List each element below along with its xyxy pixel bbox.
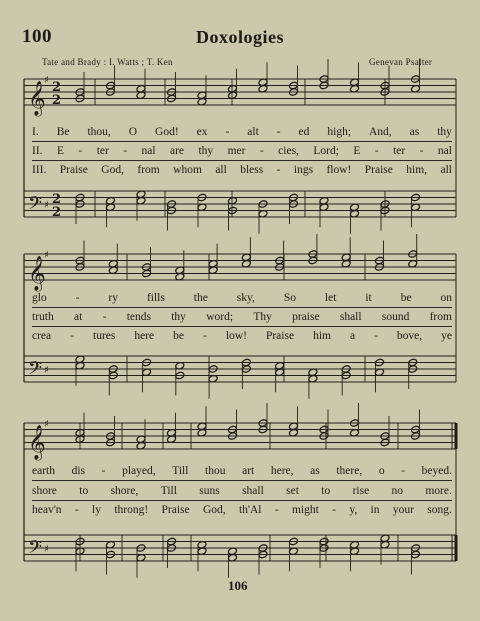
lyric-syllable: as	[409, 126, 420, 138]
lyric-syllable: II.	[32, 145, 43, 157]
time-signature: 2	[52, 80, 62, 95]
page-number: 106	[228, 578, 248, 593]
lyric-syllable: at	[74, 311, 83, 323]
verse-divider	[32, 326, 452, 327]
lyric-syllable: -	[225, 126, 230, 138]
lyric-syllable: thy	[198, 145, 214, 157]
lyric-line-verse-1	[32, 291, 452, 305]
time-signature: 2	[52, 93, 62, 108]
hymn-title: Doxologies	[196, 27, 284, 47]
lyric-syllable: your	[392, 504, 414, 516]
lyric-syllable: him,	[406, 164, 428, 176]
lyric-line-verse-2	[32, 310, 452, 324]
lyric-syllable: there,	[336, 465, 363, 477]
lyric-syllable: high;	[327, 126, 352, 138]
lyric-syllable: him	[313, 330, 331, 342]
lyric-line-verse-1	[32, 464, 452, 478]
lyric-line-verse-3	[32, 329, 452, 343]
lyric-syllable: here	[134, 330, 155, 342]
lyric-syllable: -	[374, 330, 378, 342]
lyric-syllable: nal	[141, 145, 156, 157]
lyric-syllable: shall	[242, 485, 264, 497]
lyric-syllable: E	[56, 145, 64, 157]
lyric-syllable: y,	[349, 504, 358, 516]
lyric-syllable: throng!	[114, 504, 149, 516]
sharp-icon: ♯	[44, 200, 49, 211]
verse-divider	[32, 480, 452, 481]
lyric-syllable: E	[353, 145, 361, 157]
lyric-syllable: -	[75, 292, 80, 304]
lyric-syllable: ry	[108, 292, 119, 304]
lyric-syllable: praise	[292, 311, 320, 323]
lyric-syllable: be	[173, 330, 185, 342]
verse-divider	[32, 160, 452, 161]
lyric-syllable: tures	[93, 330, 116, 342]
lyric-syllable: all	[215, 164, 227, 176]
lyric-syllable: it	[365, 292, 372, 304]
lyric-syllable: Till	[172, 465, 189, 477]
lyric-syllable: set	[286, 485, 299, 497]
verse-divider	[32, 141, 452, 142]
lyric-syllable: ings	[293, 164, 314, 176]
lyric-syllable: rise	[352, 485, 370, 497]
lyric-syllable: -	[401, 465, 406, 477]
lyric-syllable: -	[102, 311, 107, 323]
lyric-syllable: thy	[171, 311, 186, 323]
lyric-syllable: bless	[240, 164, 264, 176]
lyric-syllable: -	[374, 145, 379, 157]
lyric-syllable: nal	[437, 145, 452, 157]
lyric-syllable: So	[283, 292, 296, 304]
lyric-syllable: in	[370, 504, 380, 516]
lyric-syllable: all	[440, 164, 452, 176]
lyric-syllable: mer	[227, 145, 246, 157]
bass-clef-icon: 𝄢	[28, 537, 43, 563]
lyric-line-verse-2	[32, 484, 452, 498]
lyric-syllable: played,	[122, 465, 156, 477]
lyric-syllable: -	[419, 145, 424, 157]
lyric-syllable: God,	[101, 164, 124, 176]
lyric-syllable: sound	[381, 311, 410, 323]
lyric-syllable: III.	[32, 164, 47, 176]
lyric-syllable: ter	[393, 145, 406, 157]
sharp-icon: ♯	[44, 544, 49, 555]
lyric-line-verse-1	[32, 125, 452, 139]
lyric-syllable: glo	[32, 292, 47, 304]
lyric-syllable: a	[349, 330, 356, 342]
lyric-syllable: -	[274, 504, 279, 516]
lyric-syllable: on	[440, 292, 452, 304]
lyric-syllable: shore,	[110, 485, 139, 497]
lyric-syllable: bove,	[396, 330, 423, 342]
lyric-syllable: -	[276, 126, 281, 138]
lyric-syllable: song.	[427, 504, 452, 516]
lyric-syllable: to	[79, 485, 89, 497]
lyric-syllable: tends	[126, 311, 151, 323]
lyric-syllable: -	[203, 330, 207, 342]
lyric-syllable: Praise	[59, 164, 88, 176]
lyric-syllable: o	[378, 465, 385, 477]
lyric-syllable: to	[321, 485, 331, 497]
lyric-syllable: -	[276, 164, 281, 176]
treble-clef-icon: 𝄞	[28, 81, 46, 116]
lyric-line-verse-2	[32, 144, 452, 158]
author-credit: Tate and Brady : I. Watts ; T. Ken	[42, 57, 173, 67]
lyric-syllable: from	[137, 164, 160, 176]
lyric-syllable: -	[259, 145, 264, 157]
lyric-syllable: Praise	[364, 164, 393, 176]
lyric-syllable: Thy	[253, 311, 272, 323]
lyric-syllable: let	[324, 292, 337, 304]
lyric-syllable: earth	[32, 465, 55, 477]
lyric-syllable: -	[78, 145, 83, 157]
lyric-syllable: thy	[437, 126, 452, 138]
lyric-syllable: cies,	[278, 145, 299, 157]
treble-clef-icon: 𝄞	[28, 256, 46, 291]
lyric-syllable: heav'n	[32, 504, 62, 516]
lyric-syllable: th'Al	[238, 504, 262, 516]
lyric-syllable: might	[291, 504, 319, 516]
lyric-syllable: thou	[205, 465, 226, 477]
treble-clef-icon: 𝄞	[28, 425, 46, 460]
lyric-syllable: Be	[56, 126, 70, 138]
lyric-syllable: I.	[32, 126, 39, 138]
lyric-syllable: art	[242, 465, 255, 477]
lyric-syllable: -	[70, 330, 74, 342]
lyric-syllable: alt	[247, 126, 259, 138]
lyric-syllable: ly	[92, 504, 101, 516]
verse-divider	[32, 500, 452, 501]
lyric-syllable: Praise	[265, 330, 295, 342]
tune-credit: Genevan Psalter	[369, 57, 433, 67]
sharp-icon: ♯	[44, 75, 49, 86]
hymn-number: 100	[22, 26, 52, 47]
lyric-syllable: be	[400, 292, 412, 304]
lyric-syllable: shore	[32, 485, 57, 497]
lyric-syllable: as	[310, 465, 320, 477]
lyric-syllable: word;	[206, 311, 234, 323]
lyric-syllable: ter	[96, 145, 109, 157]
lyric-syllable: -	[123, 145, 128, 157]
verse-divider	[32, 307, 452, 308]
lyric-syllable: sky,	[236, 292, 255, 304]
lyric-syllable: And,	[368, 126, 392, 138]
lyric-syllable: fills	[146, 292, 165, 304]
lyric-syllable: dis	[71, 465, 86, 477]
lyric-line-verse-3	[32, 503, 452, 517]
lyric-syllable: beyed.	[421, 465, 452, 477]
lyric-syllable: low!	[225, 330, 247, 342]
sharp-icon: ♯	[44, 365, 49, 376]
lyric-syllable: ye	[441, 330, 452, 342]
lyric-syllable: truth	[32, 311, 54, 323]
time-signature: 2	[52, 205, 62, 220]
lyric-syllable: from	[429, 311, 452, 323]
lyric-syllable: crea	[32, 330, 52, 342]
lyric-syllable: ed	[298, 126, 310, 138]
lyric-syllable: Praise	[161, 504, 190, 516]
lyric-syllable: -	[332, 504, 336, 516]
lyric-syllable: God!	[155, 126, 179, 138]
lyric-syllable: suns	[199, 485, 220, 497]
bass-clef-icon: 𝄢	[28, 193, 43, 219]
sharp-icon: ♯	[44, 250, 49, 261]
lyric-syllable: thou,	[87, 126, 111, 138]
lyric-syllable: -	[74, 504, 79, 516]
lyric-syllable: here,	[270, 465, 294, 477]
lyric-syllable: God,	[202, 504, 226, 516]
lyric-syllable: O	[128, 126, 138, 138]
lyric-syllable: ex	[196, 126, 208, 138]
lyric-syllable: are	[170, 145, 185, 157]
lyric-syllable: shall	[339, 311, 362, 323]
lyric-syllable: flow!	[326, 164, 352, 176]
lyric-syllable: whom	[173, 164, 202, 176]
bass-clef-icon: 𝄢	[28, 358, 43, 384]
lyric-syllable: -	[101, 465, 106, 477]
time-signature: 2	[52, 192, 62, 207]
lyric-syllable: no	[391, 485, 404, 497]
lyric-syllable: Till	[160, 485, 177, 497]
lyric-syllable: the	[193, 292, 208, 304]
lyric-line-verse-3	[32, 163, 452, 177]
sharp-icon: ♯	[44, 419, 49, 430]
lyric-syllable: more.	[425, 485, 452, 497]
lyric-syllable: Lord;	[313, 145, 339, 157]
